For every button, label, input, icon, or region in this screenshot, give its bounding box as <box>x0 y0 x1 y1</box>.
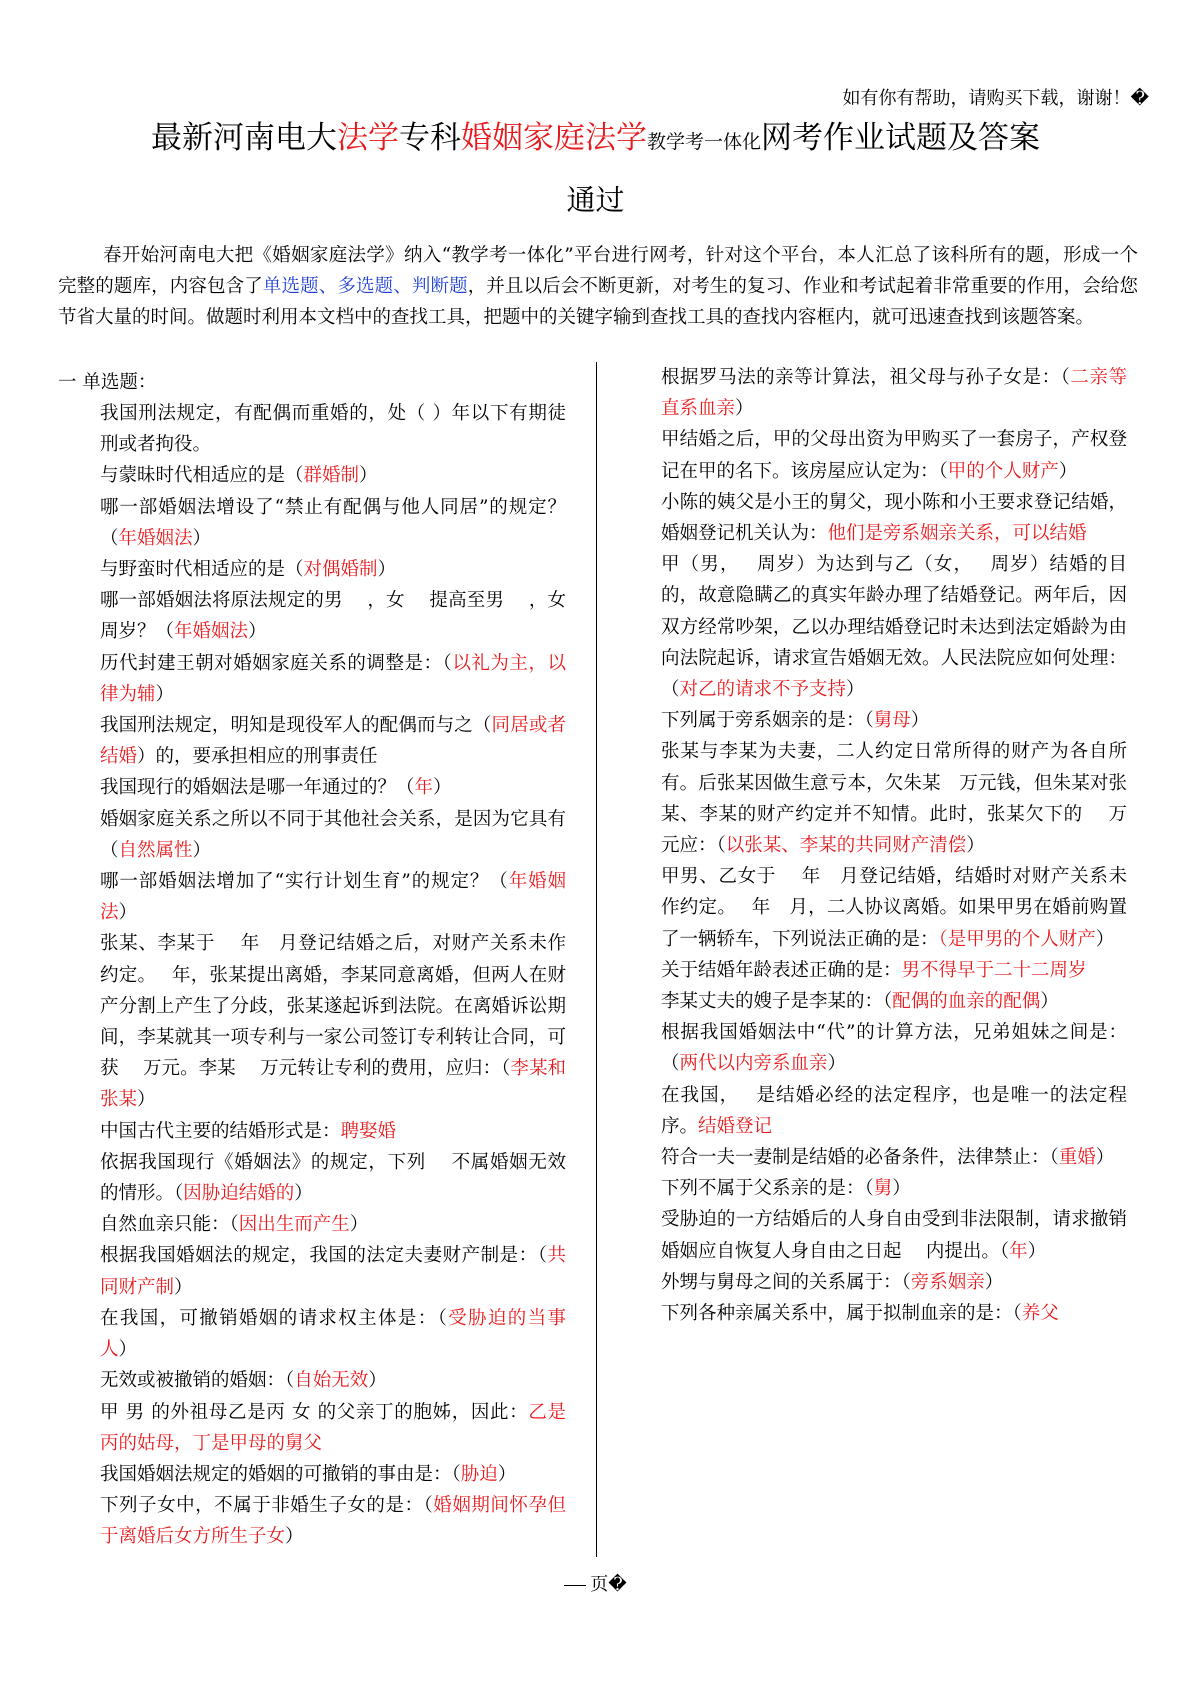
answer-text: 养父 <box>1021 1303 1059 1325</box>
question-item <box>100 1147 566 1209</box>
answer-text: 配偶的血亲的配偶 <box>892 991 1041 1013</box>
question-text: 李某丈夫的嫂子是李某的：（ <box>661 991 893 1013</box>
answer-text: 甲的个人财产 <box>947 460 1059 482</box>
section-heading: 一 单选题： <box>58 372 157 393</box>
column-divider <box>596 362 597 1557</box>
question-text: 受胁迫的一方结婚后的人身自由受到非法限制，请求撤销婚姻应自恢复人身自由之日起 内提出。（ <box>661 1209 1127 1262</box>
question-suffix: ）的，要承担相应的刑事责任 <box>137 746 378 768</box>
question-text: 下列不属于父系亲的是：（ <box>661 1178 874 1200</box>
question-item <box>100 1209 566 1240</box>
question-item <box>100 1490 566 1552</box>
question-text: 根据罗马法的亲等计算法，祖父母与孙子女是：（ <box>661 367 1071 388</box>
right-question-column <box>661 362 1127 1329</box>
question-suffix: ） <box>892 1178 911 1200</box>
question-text: 甲（男， 周岁）为达到与乙（女， 周岁）结婚的目的，故意隐瞒乙的真实年龄办理了结婚登记。两年后，因双方经常吵架，乙以办理结婚登记时未达到法定婚龄为由向法院起诉，请求宣告婚姻无效。人民法院应如何处理：（ <box>661 554 1127 701</box>
question-text: 婚姻家庭关系之所以不同于其他社会关系，是因为它具有（ <box>100 808 566 861</box>
answer-text: 年婚姻法 <box>174 621 249 643</box>
question-suffix: ） <box>118 1339 138 1361</box>
question-suffix: ） <box>174 1276 193 1298</box>
question-item <box>100 398 566 460</box>
question-text: 我国刑法规定，有配偶而重婚的，处（ ）年以下有期徒刑或者拘役。 <box>100 403 566 456</box>
question-suffix: ） <box>118 902 138 924</box>
answer-text: 结婚登记 <box>698 1115 773 1137</box>
answer-text: 旁系姻亲 <box>910 1271 985 1293</box>
answer-text: 受胁迫的当事人 <box>100 1307 566 1361</box>
question-suffix: ） <box>192 527 212 549</box>
answer-text: 对偶婚制 <box>303 559 378 581</box>
question-suffix: ） <box>359 465 378 487</box>
question-suffix: ） <box>1040 991 1059 1013</box>
question-suffix: ） <box>735 398 754 420</box>
question-suffix: ） <box>433 777 452 799</box>
question-text: 下列各种亲属关系中，属于拟制血亲的是：（ <box>661 1303 1022 1325</box>
question-item <box>100 928 566 1115</box>
question-item <box>661 986 1127 1017</box>
question-text: 自然血亲只能：（ <box>100 1214 239 1236</box>
question-text: 中国古代主要的结婚形式是： <box>100 1120 341 1142</box>
question-text: 哪一部婚姻法将原法规定的男 ，女 提高至男 ，女 周岁？（ <box>100 590 591 643</box>
answer-text: 因胁迫结婚的 <box>183 1183 295 1205</box>
question-item <box>100 1365 566 1396</box>
question-suffix: ） <box>368 1370 387 1392</box>
question-suffix: ） <box>137 1089 156 1111</box>
question-text: 张某、李某于 年 月登记结婚之后，对财产关系未作约定。 年，张某提出离婚，李某同意离婚，但两人在财产分割上产生了分歧，张某遂起诉到法院。在离婚诉讼期间，李某就其一项专利与一家公司签订专利转让合同，可获 万元。李某 万元转让专利的费用，应归：（ <box>100 933 566 1080</box>
answer-text: 对乙的请求不予支持 <box>679 679 847 701</box>
question-item <box>661 955 1127 986</box>
answer-text: 李某和张某 <box>100 1058 566 1111</box>
question-text: 符合一夫一妻制是结婚的必备条件，法律禁止：（ <box>661 1147 1059 1169</box>
question-text: 下列属于旁系姻亲的是：（ <box>661 710 874 732</box>
answer-text: 年 <box>414 777 434 799</box>
question-item <box>661 705 1127 736</box>
question-suffix: ） <box>1058 460 1078 482</box>
question-text: 哪一部婚姻法增加了“实行计划生育”的规定？（ <box>100 871 509 893</box>
answer-text: （是甲男的个人财产 <box>938 928 1096 950</box>
question-item <box>661 1267 1127 1298</box>
question-item <box>100 460 566 491</box>
answer-text: 因出生而产生 <box>238 1214 350 1236</box>
question-suffix: ） <box>294 1183 313 1205</box>
question-item <box>100 554 566 585</box>
question-text: 历代封建王朝对婚姻家庭关系的调整是：（ <box>100 652 453 674</box>
question-item <box>661 424 1127 486</box>
answer-text: 群婚制 <box>303 465 360 487</box>
question-text: 下列子女中，不属于非婚生子女的是：（ <box>100 1495 434 1517</box>
purchase-note: 如有你有帮助，请购买下载，谢谢！� <box>842 88 1149 109</box>
question-suffix: ） <box>1027 1240 1047 1262</box>
answer-text: 同居或者结婚 <box>100 715 566 768</box>
question-item <box>100 1459 566 1490</box>
question-suffix: ） <box>285 1526 304 1548</box>
answer-text: 男不得早于二十二周岁 <box>901 959 1087 981</box>
question-item <box>100 1116 566 1147</box>
answer-text: 共同财产制 <box>100 1245 566 1298</box>
question-suffix: ） <box>248 621 267 643</box>
question-item <box>661 1080 1127 1142</box>
answer-text: 年婚姻法 <box>118 527 193 549</box>
question-item <box>661 1017 1127 1079</box>
question-item <box>100 804 566 866</box>
question-text: 在我国， 是结婚必经的法定程序，也是唯一的法定程序。 <box>661 1084 1127 1137</box>
question-suffix: ） <box>497 1463 517 1485</box>
question-item <box>100 866 566 928</box>
answer-text: 舅 <box>873 1178 893 1200</box>
left-question-column <box>100 398 591 1553</box>
question-suffix: ） <box>377 559 397 581</box>
question-item <box>100 1303 566 1365</box>
question-item <box>100 585 591 647</box>
question-item <box>100 710 566 772</box>
answer-text: 聘娶婚 <box>340 1120 397 1142</box>
question-item <box>100 1397 566 1459</box>
question-suffix: ） <box>1095 928 1115 950</box>
answer-text: 自始无效 <box>294 1370 369 1392</box>
intro-paragraph: 春开始河南电大把《婚姻家庭法学》纳入“教学考一体化”平台进行网考，针对这个平台，本人汇总了该科所有的题，形成一个完整的题库，内容包含了单选题、多选题、判断题，并且以后会不断更新，对考生的复习、作业和考试起着非常重要的作用，会给您节省大量的时间。做题时利用本文档中的查找工具，把题中的关键字输到查找工具的查找内容框内，就可迅速查找到该题答案。 <box>58 245 1138 328</box>
question-item <box>661 1204 1127 1266</box>
question-text: 张某与李某为夫妻，二人约定日常所得的财产为各自所有。后张某因做生意亏本，欠朱某 万元钱，但朱某对张某、李某的财产约定并不知情。此时，张某欠下的 万元应：（ <box>661 741 1127 857</box>
answer-text: 胁迫 <box>460 1463 498 1485</box>
question-text: 与野蛮时代相适应的是（ <box>100 559 304 581</box>
answer-text: 他们是旁系姻亲关系，可以结婚 <box>827 523 1087 545</box>
question-suffix: ） <box>349 1214 369 1236</box>
document-title-line2: 通过 <box>566 183 625 217</box>
question-item <box>661 362 1127 424</box>
question-suffix: ） <box>984 1271 1004 1293</box>
question-item <box>661 1173 1127 1204</box>
answer-text: 重婚 <box>1058 1147 1096 1169</box>
question-suffix: ） <box>910 710 930 732</box>
question-item <box>100 648 566 710</box>
answer-text: 两代以内旁系血亲 <box>679 1053 828 1075</box>
question-item <box>661 487 1127 549</box>
question-suffix: ） <box>846 679 865 701</box>
question-suffix: ） <box>192 839 212 861</box>
question-suffix: ） <box>966 835 985 857</box>
question-text: 我国刑法规定，明知是现役军人的配偶而与之（ <box>100 715 492 737</box>
question-text: 无效或被撤销的婚姻：（ <box>100 1370 295 1392</box>
page-footer: 页� <box>0 1570 1191 1596</box>
question-text: 甲 男 的外祖母乙是丙 女 的父亲丁的胞姊，因此： <box>100 1401 529 1423</box>
question-item <box>100 492 566 554</box>
question-text: 小陈的姨父是小王的舅父，现小陈和小王要求登记结婚，婚姻登记机关认为： <box>661 491 1127 545</box>
question-item <box>661 1142 1127 1173</box>
question-item <box>661 736 1127 861</box>
question-text: 关于结婚年龄表述正确的是： <box>661 959 902 981</box>
answer-text: 年婚姻法 <box>100 871 566 924</box>
question-suffix: ） <box>827 1053 847 1075</box>
question-text: 根据我国婚姻法的规定，我国的法定夫妻财产制是：（ <box>100 1245 548 1267</box>
answer-text: 乙是丙的姑母，丁是甲母的舅父 <box>100 1401 566 1454</box>
answer-text: 婚姻期间怀孕但于离婚后女方所生子女 <box>100 1495 566 1548</box>
answer-text: 二亲等直系血亲 <box>661 367 1127 420</box>
question-text: 甲结婚之后，甲的父母出资为甲购买了一套房子，产权登记在甲的名下。该房屋应认定为：（ <box>661 429 1127 482</box>
question-text: 外甥与舅母之间的关系属于：（ <box>661 1271 911 1293</box>
question-item <box>100 1240 566 1302</box>
question-text: 我国婚姻法规定的婚姻的可撤销的事由是：（ <box>100 1463 461 1485</box>
question-text: 依据我国现行《婚姻法》的规定，下列 不属婚姻无效的情形。（ <box>100 1151 566 1205</box>
question-text: 根据我国婚姻法中“代”的计算方法，兄弟姐妹之间是：（ <box>661 1022 1127 1075</box>
answer-text: 以张某、李某的共同财产清偿 <box>725 835 967 857</box>
question-text: 在我国，可撤销婚姻的请求权主体是：（ <box>100 1307 449 1329</box>
answer-text: 以礼为主，以律为辅 <box>100 652 566 705</box>
question-text: 哪一部婚姻法增设了“禁止有配偶与他人同居”的规定？（ <box>100 496 566 549</box>
question-item <box>661 1298 1127 1329</box>
question-text: 甲男、乙女于 年 月登记结婚，结婚时对财产关系未作约定。 年 月，二人协议离婚。如果甲男在婚前购置了一辆轿车，下列说法正确的是： <box>661 866 1127 950</box>
question-item <box>100 772 566 803</box>
question-item <box>661 861 1127 955</box>
question-item <box>661 549 1127 705</box>
answer-text: 自然属性 <box>118 839 193 861</box>
document-title: 最新河南电大法学专科婚姻家庭法学教学考一体化网考作业试题及答案 <box>150 120 1040 156</box>
answer-text: 舅母 <box>873 710 911 732</box>
answer-text: 年 <box>1009 1240 1028 1262</box>
question-text: 与蒙昧时代相适应的是（ <box>100 465 304 487</box>
question-suffix: ） <box>155 683 175 705</box>
question-text: 我国现行的婚姻法是哪一年通过的？（ <box>100 777 415 799</box>
question-suffix: ） <box>1095 1147 1115 1169</box>
